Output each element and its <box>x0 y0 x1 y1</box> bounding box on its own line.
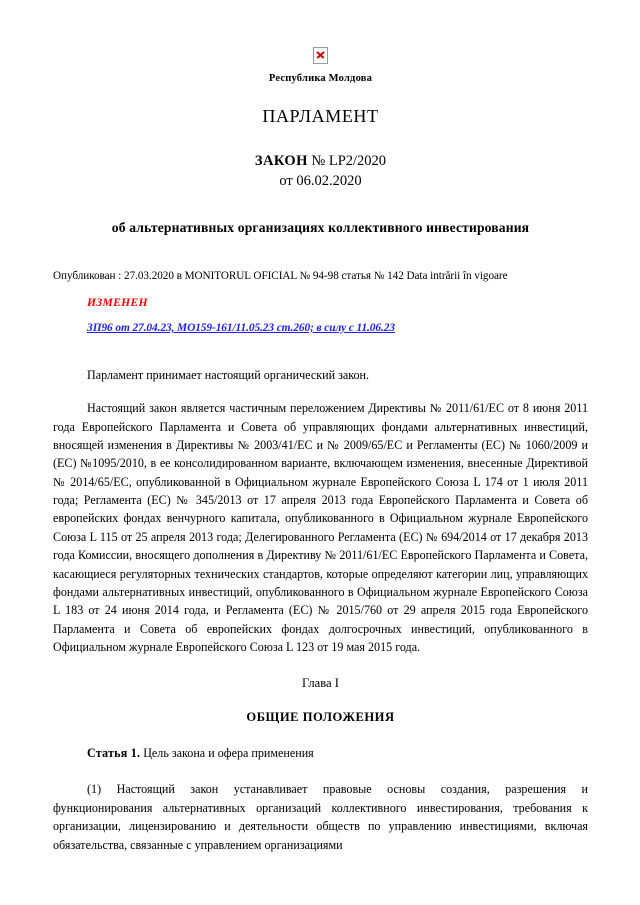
law-number: № LP2/2020 <box>311 153 387 169</box>
law-word: ЗАКОН <box>254 153 308 169</box>
transposition-paragraph: Настоящий закон является частичным переложением Директивы № 2011/61/EC от 8 июня 2011 года Европейского Парламента и Совета об управляющих фондами альтернативных инвестиций, вносящей изменения в Директивы № 2003/41/EC и № 2009/65/EC и Регламенты (ЕС) № 1060/2009 и (ЕС) №1095/2010, в ее консолидированном варианте, включающем изменения, внесенные Директивой № 2014/65/EC, опубликованной в Официальном журнале Европейского Союза L 174 от 1 июля 2011 года; Регламента (ЕС) № 345/2013 от 17 апреля 2013 года Европейского Парламента и Совета об европейских фондах венчурного капитала, опубликованного в Официальном журнале Европейского Союза L 115 от 25 апреля 2013 года; Делегированного Регламента (ЕС) № 694/2014 от 17 декабря 2013 года Комиссии, вносящего дополнения в Директиву № 2011/61/EC Европейского Парламента и Совета, касающиеся регуляторных технических стандартов, которые определяют категории лиц, управляющих фондами альтернативных инвестиций, опубликованного в Официальном журнале Европейского Союза L 183 от 24 июня 2014 года, и Регламента (ЕС) № 2015/760 от 29 апреля 2015 года Европейского Парламента и Совета об европейских фондах долгосрочных инвестиций, опубликованного в Официальном журнале Европейского Союза L 123 от 19 мая 2015 года. <box>53 401 588 655</box>
amendment-link[interactable]: ЗП96 от 27.04.23, МО159-161/11.05.23 ст.260; в силу с 11.06.23 <box>87 321 395 334</box>
country-name: Республика Молдова <box>268 73 373 84</box>
chapter-number: Глава I <box>302 676 339 691</box>
amendment-link-row <box>53 322 588 334</box>
publication-line: Опубликован : 27.03.2020 в MONITORUL OFICIAL № 94-98 статья № 142 Data intrării în vigoare <box>53 269 508 282</box>
institution-name: ПАРЛАМЕНТ <box>262 106 379 126</box>
document-content <box>53 0 588 854</box>
chapter-title: ОБЩИЕ ПОЛОЖЕНИЯ <box>246 710 395 725</box>
article-title: Цель закона и офера применения <box>143 746 314 761</box>
page-title: об альтернативных организациях коллективного инвестирования <box>111 220 530 235</box>
law-date: от 06.02.2020 <box>279 173 362 189</box>
emblem-container <box>53 0 588 64</box>
broken-image-icon <box>313 47 328 64</box>
article-heading <box>53 746 588 761</box>
law-number-line <box>53 153 588 170</box>
article-number: Статья 1. <box>87 746 141 761</box>
article-clause-1: (1) Настоящий закон устанавливает правовые основы создания, разрешения и функционирования альтернативных организаций коллективного инвестирования, требования к организации, лицензированию и деятельности обществ по управлению инвестициями, включая обязательства, связанные с управлением организациями <box>53 782 588 852</box>
amendment-status-badge: ИЗМЕНЕН <box>87 295 148 309</box>
intro-paragraph: Парламент принимает настоящий органический закон. <box>87 367 370 382</box>
